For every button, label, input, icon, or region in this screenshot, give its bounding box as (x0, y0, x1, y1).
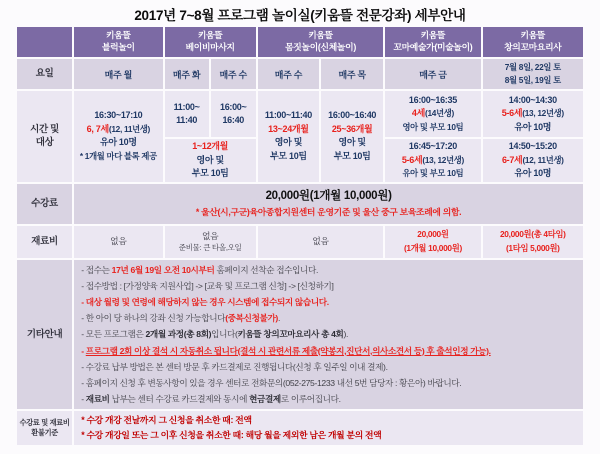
target-text: 영아 및 (196, 154, 224, 165)
time-target-label-line: 대상 (35, 137, 54, 149)
cell-artist-session2 (385, 139, 480, 182)
note-line (81, 375, 580, 391)
refund-lines (74, 411, 583, 445)
cell-artist-session1 (385, 91, 480, 137)
cell-gesture-wed-time-target (258, 91, 319, 182)
age-note: (13, 12년생) (522, 108, 564, 119)
target-text: 부모 10팀 (333, 150, 371, 161)
header-corner-cell (17, 27, 72, 57)
age-highlight: 5-6세 (501, 108, 523, 119)
note-segment: 17년 6월 19일 오전 10시부터 (111, 264, 215, 275)
note-segment: 프로그램 2회 이상 결석 시 자동취소 됩니다(결석 시 관련서류 제출(약봉지,진단서,의사소견서 등) 후 출석인정 가능). (85, 345, 491, 356)
days-artist: 매주 금 (385, 59, 480, 89)
days-massage-wed: 매주 수 (211, 59, 256, 89)
program-name-line: 베이비마사지 (185, 42, 235, 52)
age-highlight: 13~24개월 (268, 123, 309, 134)
time-text: 16:00~16:40 (328, 110, 377, 121)
time-target-label-line: 시간 및 (30, 123, 60, 135)
age-text (387, 107, 478, 121)
note-line (81, 294, 580, 310)
note-segment: - 접수는 (81, 264, 112, 275)
program-name-line: 창의꼬마요리사 (504, 42, 562, 52)
note-segment: - 접수방법 : [가정양육 지원사업] -> [교육 및 프로그램 신청] -> [신청하기] (81, 280, 334, 291)
time-text: 11:00~11:40 (264, 110, 312, 121)
age-highlight: 1~12개월 (192, 141, 229, 151)
note-segment: - 한 아이 당 하나의 강좌 신청 가능합니다 (81, 313, 226, 324)
note-segment: 키움뜰 창의꼬마요리사 총 4회 (237, 329, 344, 340)
refund-line: * 수강 개강 전날까지 그 신청을 취소한 때: 전액 (81, 415, 252, 426)
days-label: 요일 (17, 59, 72, 89)
refund-label-line: 수강료 및 재료비 (19, 417, 70, 427)
note-segment: 입니다( (211, 329, 238, 340)
note-segment: 재료비 (85, 394, 110, 405)
other-notes (74, 260, 583, 410)
cell-massage-time1 (165, 91, 209, 137)
materials-label: 재료비 (17, 226, 72, 258)
target-text: 영아 및 (338, 137, 366, 148)
note-segment: 2개월 과정(총 8회) (145, 329, 212, 340)
age-note: (12, 11년생) (108, 123, 151, 134)
note-segment: - (81, 394, 86, 405)
capacity-text: 유아 10명 (99, 137, 137, 148)
other-info-label: 기타안내 (17, 260, 72, 410)
days-cook-line: 7월 8일, 22일 토 (504, 61, 561, 72)
program-name-line: 키움뜰 (106, 30, 131, 41)
time-text: 16:30~17:10 (94, 110, 143, 121)
cell-block-time-target (74, 91, 162, 182)
note-line (81, 310, 580, 326)
time-text: 16:45~17:20 (408, 141, 457, 151)
program-name-line: 꼬마예술가(미술놀이) (393, 42, 473, 52)
refund-label (17, 411, 72, 445)
cell-cook-session2 (483, 139, 583, 182)
refund-line: * 수강 개강일 또는 그 이후 신청을 취소한 때: 해당 월을 제외한 남은 개월 분의 전액 (81, 430, 382, 441)
age-highlight: 4세 (411, 108, 425, 119)
fee-cell (74, 184, 583, 224)
age-text (76, 123, 160, 137)
time-text: 16:00~ (219, 101, 247, 112)
header-gesture-play (258, 27, 383, 57)
program-name-line: 키움뜰 (308, 30, 333, 41)
materials-price-detail: (1개월 10,000원) (403, 242, 462, 253)
days-block: 매주 월 (74, 59, 162, 89)
age-note: (12, 11년생) (522, 154, 564, 165)
materials-price: 20,000원 (417, 229, 449, 239)
time-target-label (17, 91, 72, 182)
program-name-line: 키움뜰 (420, 30, 446, 41)
note-line (81, 391, 580, 407)
cell-massage-time2 (211, 91, 256, 137)
header-little-cook (483, 27, 583, 57)
time-text: 11:40 (176, 115, 198, 125)
materials-text: 없음 (201, 230, 219, 241)
days-cook-line: 8월 5일, 19일 토 (504, 75, 561, 85)
age-text (485, 154, 581, 168)
note-segment: (중복신청불가) (225, 313, 278, 324)
age-highlight: 5-6세 (401, 154, 423, 165)
materials-price: 20,000원(총 4타임) (499, 229, 566, 239)
fee-label: 수강료 (17, 184, 72, 224)
age-highlight: 6, 7세 (86, 123, 109, 134)
capacity-text: 유아 10명 (514, 121, 552, 132)
block-extra-note: * 1개월 마다 블록 제공 (79, 150, 157, 161)
time-text: 16:00~16:35 (408, 94, 457, 105)
header-baby-massage (165, 27, 256, 57)
time-target-row-top (17, 91, 583, 137)
note-segment: 납부는 센터 수강료 카드결제와 동시에 (109, 394, 250, 405)
note-line (81, 278, 580, 294)
note-segment: - 모든 프로그램은 (81, 329, 146, 340)
refund-row (17, 411, 583, 445)
fee-note: * 울산(시,구군)육아종합지원센터 운영기준 및 울산 중구 보육조례에 의함. (195, 207, 462, 218)
days-gesture-thu: 매주 목 (321, 59, 383, 89)
fee-amount: 20,000원(1개월 10,000원) (265, 189, 392, 202)
materials-supplies: 준비물: 큰 타올,오일 (178, 243, 242, 253)
note-segment: - (81, 345, 86, 356)
target-text: 부모 10팀 (191, 168, 229, 178)
time-text: 11:00~ (173, 101, 200, 112)
fee-row (17, 184, 583, 224)
note-line (81, 343, 580, 359)
time-text: 14:00~14:30 (508, 94, 557, 105)
age-highlight: 6-7세 (501, 154, 523, 165)
note-segment: ). (343, 329, 349, 340)
header-block-play (74, 27, 162, 57)
cell-massage-target (165, 139, 256, 182)
note-segment: . (277, 313, 280, 324)
note-line (81, 359, 580, 375)
age-highlight: 25~36개월 (331, 123, 373, 134)
days-row (17, 59, 583, 89)
note-line (81, 326, 580, 342)
cell-cook-session1 (483, 91, 583, 137)
capacity-text: 유아 및 부모 10팀 (402, 168, 464, 178)
header-little-artist (385, 27, 480, 57)
note-segment: 홈페이지 선착순 접수입니다. (214, 264, 318, 275)
age-text (485, 107, 581, 121)
note-segment: 현금결제 (249, 394, 281, 405)
program-name-line: 몸짓놀이(신체놀이) (285, 42, 356, 52)
time-text: 16:40 (222, 115, 244, 125)
program-name-line: 블럭놀이 (101, 42, 135, 52)
days-massage-tue: 매주 화 (165, 59, 209, 89)
days-gesture-wed: 매주 수 (258, 59, 319, 89)
materials-gesture: 없음 (258, 226, 383, 258)
note-segment: - 홈페이지 신청 후 변동사항이 있을 경우 센터로 전화문의(052-275-1233 내선 5번 담당자 : 황은아) 바랍니다. (81, 377, 462, 388)
materials-artist (385, 226, 480, 258)
other-info-row (17, 260, 583, 410)
capacity-text: 유아 10명 (514, 168, 552, 178)
age-note: (14년생) (424, 108, 454, 119)
materials-price-detail: (1타임 5,000원) (505, 242, 560, 253)
refund-label-line: 환불기준 (31, 428, 58, 438)
program-name-line: 키움뜰 (197, 30, 223, 41)
note-line (81, 262, 580, 278)
days-cook (483, 59, 583, 89)
schedule-table (15, 25, 585, 447)
age-note: (13, 12년생) (422, 154, 464, 165)
time-text: 14:50~15:20 (508, 141, 557, 151)
target-text: 부모 10팀 (270, 150, 307, 161)
note-segment: - 대상 월령 및 연령에 해당하지 않는 경우 시스템에 접수되지 않습니다. (81, 296, 329, 307)
page-title: 2017년 7~8월 프로그램 놀이실(키움뜰 전문강좌) 세부안내 (134, 8, 466, 23)
target-text: 영아 및 (274, 137, 303, 148)
capacity-text: 영아 및 부모 10팀 (402, 121, 464, 132)
note-segment: - 수강료 납부 방법은 본 센터 방문 후 카드결제로 진행됩니다(신청 후 일주일 이내 결제). (81, 361, 388, 372)
program-name-line: 키움뜰 (520, 30, 546, 41)
materials-cook (483, 226, 583, 258)
materials-row (17, 226, 583, 258)
header-row (17, 27, 583, 57)
note-segment: 로 이루어집니다. (280, 394, 341, 405)
cell-gesture-thu-time-target (321, 91, 383, 182)
materials-block: 없음 (74, 226, 162, 258)
age-text (387, 154, 478, 168)
materials-massage (165, 226, 256, 258)
